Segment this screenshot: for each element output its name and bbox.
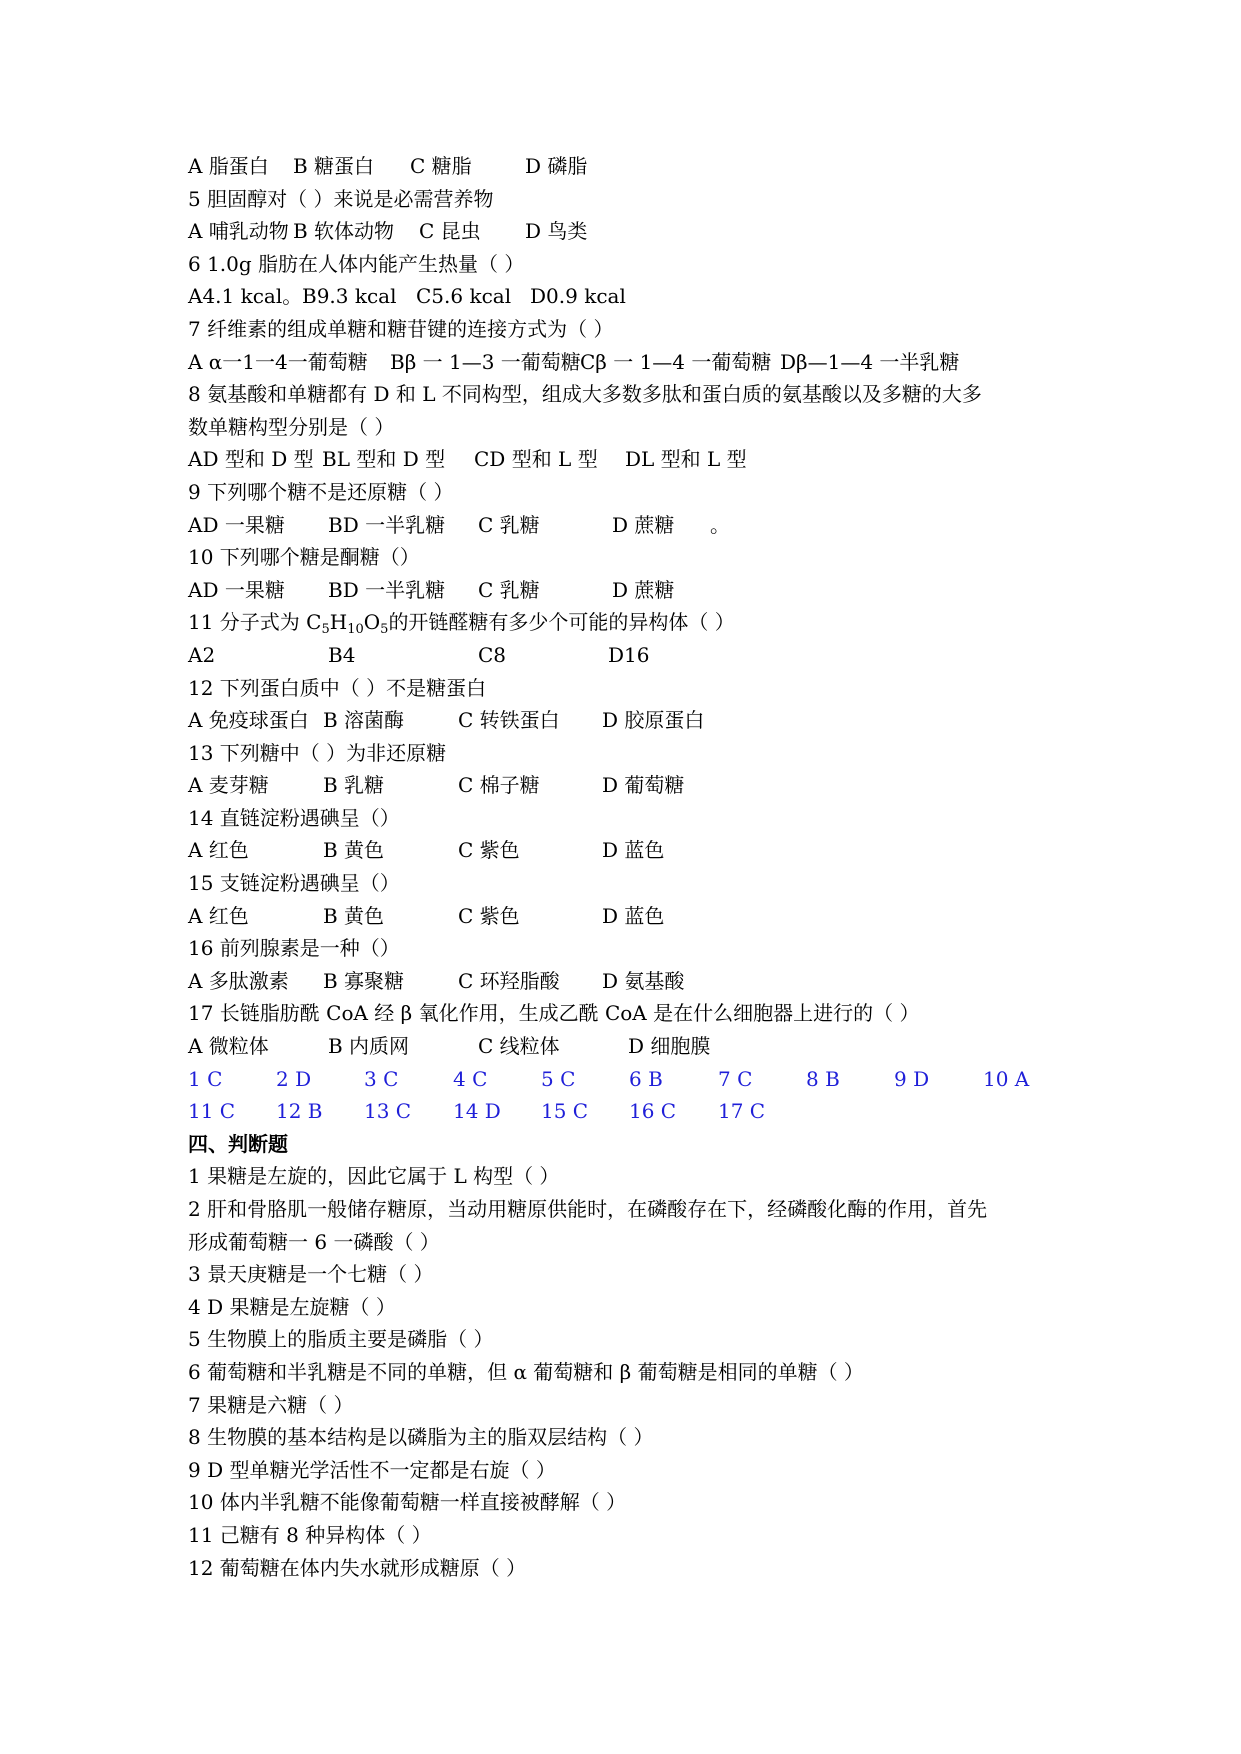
option-d: Dβ—1—4 一半乳糖 — [780, 349, 960, 374]
question-stem: 12 下列蛋白质中（ ）不是糖蛋白 — [188, 675, 487, 700]
option-a: A 免疫球蛋白 — [188, 708, 309, 733]
q7-options — [188, 346, 1088, 379]
answer-item: 16 C — [629, 1099, 677, 1124]
question-16 — [188, 932, 1088, 965]
option-a: A4.1 kcal。 — [188, 284, 303, 309]
tf-item-1: 1 果糖是左旋的，因此它属于 L 构型（ ） — [188, 1164, 560, 1189]
option-c: C5.6 kcal — [416, 284, 512, 309]
question-stem: 14 直链淀粉遇碘呈（） — [188, 805, 400, 830]
option-b: B 黄色 — [323, 903, 385, 928]
option-b: B4 — [328, 642, 356, 667]
option-b: BL 型和 D 型 — [322, 447, 446, 472]
option-c: C 棉子糖 — [458, 773, 540, 798]
tf-item-10: 10 体内半乳糖不能像葡萄糖一样直接被酵解（ ） — [188, 1490, 627, 1515]
answer-item: 12 B — [276, 1099, 323, 1124]
tf-item-2: 2 肝和骨胳肌一般储存糖原，当动用糖原供能时，在磷酸存在下，经磷酸化酶的作用，首先 — [188, 1197, 988, 1221]
question-stem: 9 下列哪个糖不是还原糖（ ） — [188, 479, 454, 504]
option-a: AD 一果糖 — [188, 577, 285, 602]
option-b: BD 一半乳糖 — [328, 577, 446, 602]
option-c: C8 — [478, 642, 507, 667]
option-d: DL 型和 L 型 — [625, 447, 747, 472]
option-c: CD 型和 L 型 — [474, 447, 598, 472]
question-stem: 11 分子式为 $C_5H_{10}O_5$的开链醛糖有多少个可能的异构体（ ） — [188, 610, 735, 638]
option-d: D 蔗糖 — [612, 512, 675, 537]
option-d: D 蔗糖 — [612, 577, 675, 602]
option-b: B 软体动物 — [293, 219, 395, 244]
answer-item: 2 D — [276, 1066, 312, 1091]
question-stem: 6 1.0g 脂肪在人体内能产生热量（ ） — [188, 251, 525, 276]
question-stem: 7 纤维素的组成单糖和糖苷键的连接方式为（ ） — [188, 316, 614, 341]
answer-item: 7 C — [718, 1066, 753, 1091]
question-stem: 10 下列哪个糖是酮糖（） — [188, 545, 420, 570]
q5-options — [188, 215, 1088, 248]
question-17 — [188, 997, 1088, 1030]
option-d: D16 — [608, 642, 650, 667]
question-13 — [188, 737, 1088, 770]
q16-options — [188, 965, 1088, 998]
answer-item: 1 C — [188, 1066, 223, 1091]
tf-item-7: 7 果糖是六糖（ ） — [188, 1392, 354, 1417]
question-stem: 16 前列腺素是一种（） — [188, 936, 400, 961]
option-b: B 糖蛋白 — [293, 154, 375, 178]
q12-options — [188, 704, 1088, 737]
tf-item-12: 12 葡萄糖在体内失水就形成糖原（ ） — [188, 1555, 527, 1580]
option-c: C 昆虫 — [419, 219, 481, 244]
option-c: C 线粒体 — [478, 1034, 560, 1059]
option-c: C 转铁蛋白 — [458, 708, 560, 733]
option-d: D 鸟类 — [525, 219, 588, 244]
question-6 — [188, 248, 1088, 281]
answer-item: 11 C — [188, 1099, 236, 1124]
tf-item-5: 5 生物膜上的脂质主要是磷脂（ ） — [188, 1327, 494, 1352]
option-a: A 多肽激素 — [188, 968, 289, 993]
option-c: Cβ 一 1—4 一葡萄糖 — [580, 349, 772, 374]
option-d: D 蓝色 — [602, 838, 665, 863]
option-a: A 麦芽糖 — [188, 773, 269, 798]
question-stem: 15 支链淀粉遇碘呈（） — [188, 871, 400, 896]
tf-item-11: 11 己糖有 8 种异构体（ ） — [188, 1522, 432, 1547]
answer-item: 4 C — [453, 1066, 488, 1091]
question-stem: 13 下列糖中（ ）为非还原糖 — [188, 740, 447, 765]
option-b: B9.3 kcal — [302, 284, 397, 309]
q8-options — [188, 443, 1088, 476]
option-b: Bβ 一 1—3 一葡萄糖 — [390, 349, 581, 374]
tf-item-8: 8 生物膜的基本结构是以磷脂为主的脂双层结构（ ） — [188, 1425, 654, 1450]
option-b: B 内质网 — [328, 1034, 410, 1059]
option-a: AD 一果糖 — [188, 512, 285, 537]
answer-item: 14 D — [453, 1099, 501, 1124]
question-9 — [188, 476, 1088, 509]
q4-options — [188, 150, 1088, 183]
answer-item: 13 C — [364, 1099, 412, 1124]
option-b: B 乳糖 — [323, 773, 385, 798]
q9-options — [188, 509, 1088, 542]
q13-options — [188, 769, 1088, 802]
answer-item: 15 C — [541, 1099, 589, 1124]
q6-options — [188, 280, 1088, 313]
answer-item: 9 D — [894, 1066, 930, 1091]
question-14 — [188, 802, 1088, 835]
option-a: AD 型和 D 型 — [188, 447, 314, 472]
option-b: B 溶菌酶 — [323, 708, 405, 733]
answer-item: 10 A — [983, 1066, 1030, 1091]
q15-options — [188, 900, 1088, 933]
tf-item-9: 9 D 型单糖光学活性不一定都是右旋（ ） — [188, 1457, 556, 1482]
document-page — [188, 150, 1088, 1584]
question-10 — [188, 541, 1088, 574]
question-7 — [188, 313, 1088, 346]
question-stem: 5 胆固醇对（ ）来说是必需营养物 — [188, 186, 494, 211]
option-c: C 紫色 — [458, 903, 520, 928]
question-5 — [188, 183, 1088, 216]
q10-options — [188, 574, 1088, 607]
answer-key-row-1 — [188, 1063, 1088, 1096]
option-b: B 黄色 — [323, 838, 385, 863]
answer-item: 5 C — [541, 1066, 576, 1091]
option-d: D 磷脂 — [525, 154, 588, 178]
option-c: C 紫色 — [458, 838, 520, 863]
tf-item-3: 3 景天庚糖是一个七糖（ ） — [188, 1262, 434, 1287]
answer-item: 6 B — [629, 1066, 663, 1091]
option-c: C 糖脂 — [410, 154, 472, 178]
option-a: A2 — [188, 642, 216, 667]
question-8-cont — [188, 411, 1088, 444]
question-15 — [188, 867, 1088, 900]
answer-key-row-2 — [188, 1095, 1088, 1128]
option-b: BD 一半乳糖 — [328, 512, 446, 537]
option-d: D 蓝色 — [602, 903, 665, 928]
option-d: D 细胞膜 — [628, 1034, 711, 1059]
option-a: A 红色 — [188, 838, 249, 863]
q11-options — [188, 639, 1088, 672]
q14-options — [188, 834, 1088, 867]
option-d: D 胶原蛋白 — [602, 708, 705, 733]
question-12 — [188, 672, 1088, 705]
question-stem: 数单糖构型分别是（ ） — [188, 414, 395, 439]
option-c: C 环羟脂酸 — [458, 968, 560, 993]
answer-item: 3 C — [364, 1066, 399, 1091]
question-stem: 17 长链脂肪酰 CoA 经 β 氧化作用，生成乙酰 CoA 是在什么细胞器上进行的（ ） — [188, 1001, 920, 1026]
option-d: D 葡萄糖 — [602, 773, 685, 798]
answer-item: 17 C — [718, 1099, 766, 1124]
tf-item-6: 6 葡萄糖和半乳糖是不同的单糖，但 α 葡萄糖和 β 葡萄糖是相同的单糖（ ） — [188, 1359, 864, 1384]
option-d: D 氨基酸 — [602, 968, 685, 993]
trailing-mark: 。 — [710, 512, 730, 537]
option-c: C 乳糖 — [478, 512, 540, 537]
tf-item-4: 4 D 果糖是左旋糖（ ） — [188, 1294, 396, 1319]
option-a: A 哺乳动物 — [188, 219, 289, 244]
q17-options — [188, 1030, 1088, 1063]
question-stem: 8 氨基酸和单糖都有 D 和 L 不同构型，组成大多数多肽和蛋白质的氨基酸以及多糖的大多 — [188, 382, 982, 407]
question-11 — [188, 606, 1088, 639]
section-heading: 四、判断题 — [188, 1131, 288, 1156]
tf-item-2-cont: 形成葡萄糖一 6 一磷酸（ ） — [188, 1229, 440, 1254]
answer-item: 8 B — [806, 1066, 840, 1091]
option-a: A 微粒体 — [188, 1034, 269, 1059]
option-a: A 红色 — [188, 903, 249, 928]
option-d: D0.9 kcal — [530, 284, 626, 309]
option-b: B 寡聚糖 — [323, 968, 405, 993]
option-a: A α一1一4一葡萄糖 — [188, 349, 368, 374]
question-8 — [188, 378, 1088, 411]
option-c: C 乳糖 — [478, 577, 540, 602]
option-a: A 脂蛋白 — [188, 154, 269, 178]
